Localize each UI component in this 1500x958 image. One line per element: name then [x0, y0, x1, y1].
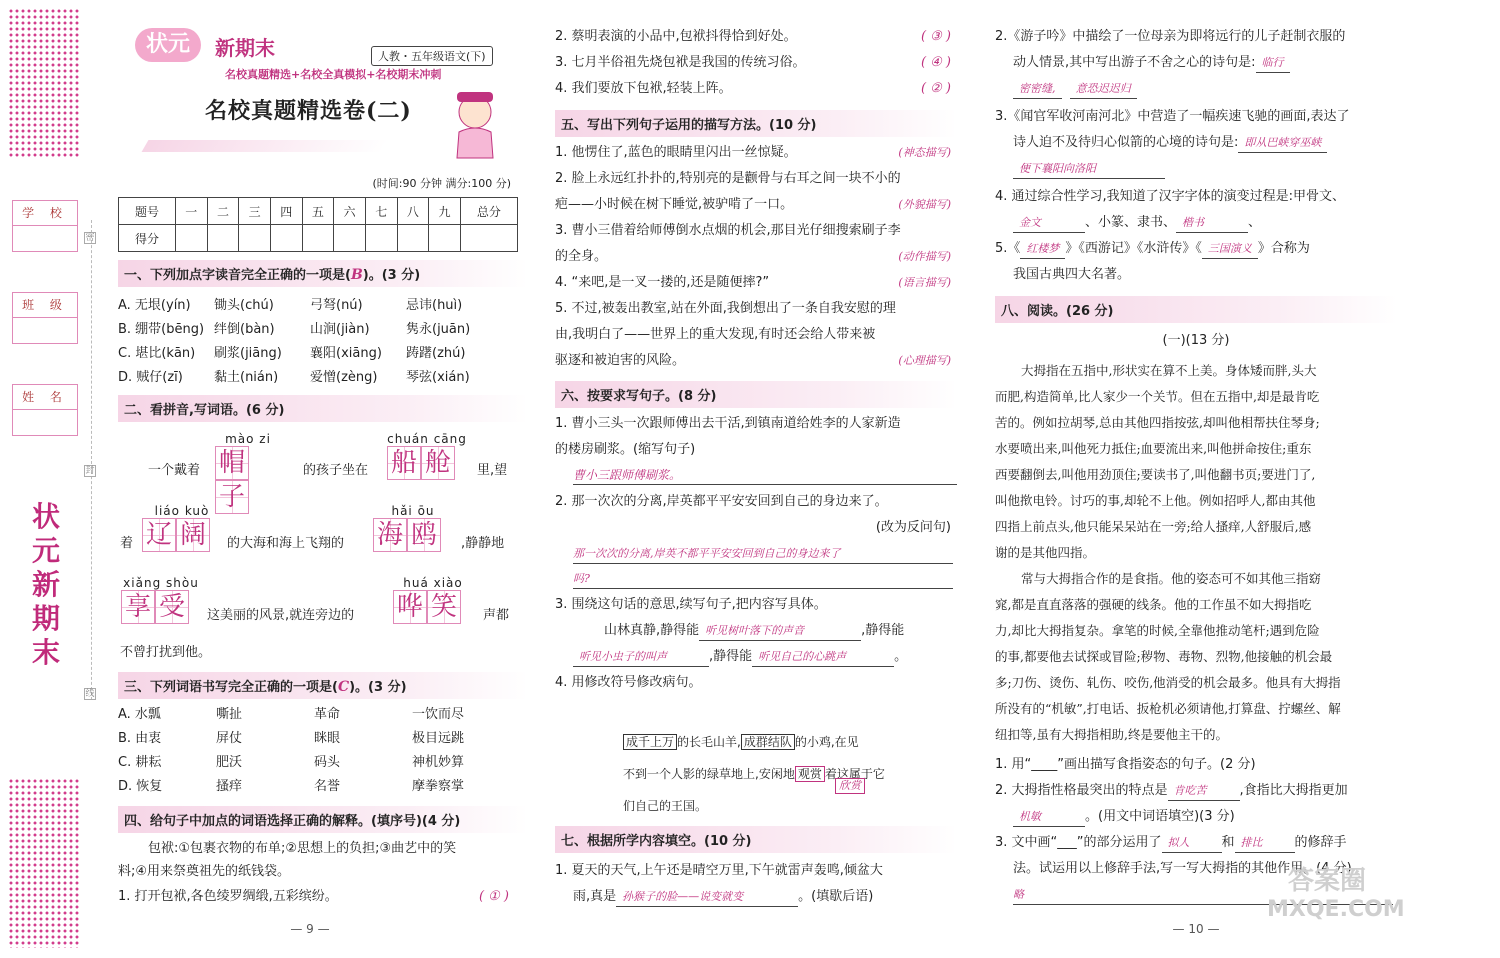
answer-blank[interactable]: 红楼梦: [1020, 240, 1065, 259]
option-cell: 黏土(nián): [214, 370, 279, 385]
score-cell: 二: [207, 198, 239, 225]
option-row[interactable]: [118, 318, 518, 342]
section-1-heading: [118, 260, 528, 287]
option-cell: D. 恢复: [118, 779, 163, 794]
char-box: 舱: [421, 446, 455, 480]
dot-pattern-top: [8, 8, 80, 158]
item-text: 4. “来吧,是一叉一搂的,还是随便摔?”: [555, 275, 770, 290]
fill-line: [995, 834, 1397, 853]
option-cell: 刷浆(jiāng): [214, 346, 282, 361]
pinyin: xiǎng shòu: [123, 576, 199, 590]
passage-line: 叫他揿电铃。讨巧的事,却轮不上他。例如招呼人,都由其他: [995, 493, 1316, 508]
option-cell: 神机妙算: [412, 755, 465, 770]
definition-line: 料;④用来祭奠祖先的纸钱袋。: [118, 864, 291, 879]
option-cell: 摩拳察掌: [412, 779, 465, 794]
question-item: [555, 248, 957, 266]
passage-line: 力,却比大拇指复杂。拿笔的时候,全靠他推动笔杆;遇到危险: [995, 623, 1320, 638]
marked-word[interactable]: 观赏: [795, 766, 825, 782]
option-cell: 搔痒: [216, 779, 243, 794]
text-line: 的大海和海上飞翔的: [227, 536, 345, 551]
school-field[interactable]: [12, 200, 78, 252]
binding-strip: [0, 0, 95, 958]
answer-blank[interactable]: 楷书: [1176, 214, 1248, 233]
option-cell: 绊倒(bàn): [214, 322, 275, 337]
section-1-answer: B: [350, 267, 363, 283]
answer-blank[interactable]: 孙猴子的脸——说变就变: [616, 888, 798, 907]
item-text: 2. 蔡明表演的小品中,包袱抖得恰到好处。: [555, 29, 797, 44]
text: 诗人迫不及待归心似箭的心境的诗句是:: [1013, 135, 1239, 150]
school-label: 学 校: [13, 201, 77, 226]
watermark-text: 答案圈: [1287, 866, 1366, 896]
score-input[interactable]: [175, 225, 207, 252]
passage-line: 所没有的“机敏”,打电话、扳枪机必须请他,打算盘、拧螺丝、解: [995, 701, 1341, 716]
answer-blank[interactable]: 三国演义: [1202, 240, 1258, 259]
option-cell: A. 无垠(yín): [118, 298, 191, 313]
fill-line: [1013, 80, 1397, 99]
score-input[interactable]: [365, 225, 397, 252]
option-cell: 琴弦(xián): [406, 370, 470, 385]
section-3-title: 三、下列词语书写完全正确的一项是(: [124, 680, 338, 695]
pinyin: liáo kuò: [154, 504, 210, 518]
passage-line: 而肥,构造简单,比人家少一个关节。但在五指中,却是最肯吃: [995, 389, 1320, 404]
reading-passage: [995, 358, 1395, 748]
title-swoosh: [142, 140, 389, 152]
answer-line[interactable]: 那一次次的分离,岸英不都平平安安回到自己的身边来了: [573, 545, 953, 564]
item-text: 的全身。: [555, 249, 608, 264]
vertical-brand: 状元 新期末: [31, 500, 60, 669]
option-cell: 弓弩(nú): [310, 298, 363, 313]
passage-line: 纽扣等,虽有大拇指相助,终是要他主干的。: [995, 727, 1228, 742]
text-line: 5. 不过,被轰出教室,站在外面,我倒想出了一条自我安慰的理: [555, 301, 896, 316]
score-cell: 题号: [119, 198, 176, 225]
option-cell: 爱憎(zèng): [310, 370, 378, 385]
score-cell: 七: [365, 198, 397, 225]
option-cell: 山涧(jiàn): [310, 322, 370, 337]
text-line: 不曾打扰到他。: [120, 645, 212, 660]
option-cell: 锄头(chú): [214, 298, 274, 313]
text-line: ,静静地: [461, 536, 505, 551]
score-cell: 一: [175, 198, 207, 225]
option-row[interactable]: [118, 703, 518, 727]
passage-line: 谢的是其他四指。: [995, 545, 1096, 560]
item-answer[interactable]: (心理描写): [898, 354, 951, 367]
correction-line: 们自己的王国。: [623, 799, 708, 813]
cartoon-scholar-icon: [445, 88, 505, 160]
passage-line: 大拇指在五指中,形状实在算不上美。身体矮而胖,头大: [1021, 363, 1317, 378]
section-6-heading: 六、按要求写句子。(8 分): [555, 381, 957, 408]
text: 2. 大拇指性格最突出的特点是: [995, 783, 1168, 798]
item-answer[interactable]: (外貌描写): [898, 198, 951, 211]
score-table-header-row: [119, 198, 518, 225]
section-1-title: 一、下列加点字读音完全正确的一项是(: [124, 268, 351, 283]
text-line: 2. 那一次次的分离,岸英都平平安安回到自己的身边来了。: [555, 494, 888, 509]
option-cell: 襄阳(xiāng): [310, 346, 382, 361]
answer-blank[interactable]: 意恐迟迟归: [1070, 80, 1137, 99]
option-cell: B. 绷带(bēng): [118, 322, 205, 337]
score-input[interactable]: [270, 225, 302, 252]
page-9-column-2: [555, 0, 957, 958]
text: 动人情景,其中写出游子不舍之心的诗句是:: [1013, 55, 1256, 70]
text: 3. 文中画“___”的部分运用了: [995, 835, 1162, 850]
char-box: 海: [373, 518, 407, 552]
fill-line: [1013, 134, 1397, 153]
text-line: 4. 通过综合性学习,我知道了汉字字体的演变过程是:甲骨文、: [995, 189, 1346, 204]
page-title: 名校真题精选卷(二): [205, 98, 412, 124]
item-text: 驱逐和被迫害的风险。: [555, 353, 686, 368]
text-line: 这美丽的风景,就连旁边的: [207, 608, 355, 623]
correction-line: [623, 758, 943, 790]
text: 着这属于它: [824, 767, 885, 781]
char-box: 笑: [427, 590, 461, 624]
text: 、: [1248, 215, 1262, 230]
brand-logo: 状元: [135, 28, 201, 62]
question-item: [555, 144, 957, 162]
fill-line: [1013, 54, 1397, 73]
option-cell: 踌躇(zhú): [406, 346, 466, 361]
text: 雨,真是: [573, 889, 617, 904]
answer-blank[interactable]: 肯吃苦: [1168, 782, 1240, 801]
fill-line: [573, 888, 957, 907]
fill-line: [1013, 214, 1397, 233]
item-text: 4. 我们要放下包袱,轻装上阵。: [555, 81, 732, 96]
text: 。(用文中词语填空)(3 分): [1085, 809, 1235, 824]
fill-line: [1013, 808, 1397, 827]
seal-mark: 密: [85, 233, 95, 243]
item-text: 疤——小时候在树下睡觉,被驴啃了一口。: [555, 197, 794, 212]
option-row[interactable]: [118, 342, 518, 366]
answer-blank[interactable]: 便下襄阳向洛阳: [1013, 160, 1165, 179]
char-box: 子: [215, 480, 249, 514]
answer-blank[interactable]: 听见自己的心跳声: [752, 648, 894, 667]
option-cell: 极目远跳: [412, 731, 465, 746]
question-item: [555, 28, 957, 46]
text-line: 我国古典四大名著。: [1013, 267, 1131, 282]
option-row[interactable]: [118, 775, 518, 799]
fill-line: [1013, 160, 1397, 179]
score-row-label: 得分: [119, 225, 176, 252]
text-line: 1. 用“____”画出描写食指姿态的句子。(2 分): [995, 757, 1256, 772]
pinyin: mào zi: [225, 432, 271, 446]
section-1-points: )。(3 分): [362, 268, 421, 283]
text-line: 4. 用修改符号修改病句。: [555, 675, 702, 690]
score-table-row: [119, 225, 518, 252]
name-field[interactable]: [12, 384, 78, 436]
passage-line: 多;刀伤、烫伤、轧伤、咬伤,他消受的机会最多。他具有大拇指: [995, 675, 1341, 690]
instruction: (改为反问句): [875, 520, 951, 535]
class-field[interactable]: [12, 292, 78, 344]
score-input[interactable]: [397, 225, 429, 252]
pinyin: hǎi ōu: [391, 504, 435, 518]
passage-line: 西要翻倒去,叫他用劲顶住;要读书了,叫他翻书页;要进门了,: [995, 467, 1316, 482]
class-label: 班 级: [13, 293, 77, 318]
item-answer[interactable]: ( ③ ): [920, 29, 951, 44]
section-8-heading: 八、阅读。(26 分): [995, 296, 1397, 323]
option-row[interactable]: [118, 366, 518, 390]
question-item: [555, 54, 957, 72]
option-cell: 隽永(juān): [406, 322, 471, 337]
option-cell: 肥沃: [216, 755, 243, 770]
text-line: 的孩子坐在: [303, 463, 369, 478]
score-table: [118, 197, 518, 252]
definition-line: 包袱:①包裹衣物的布单;②思想上的负担;③曲艺中的笑: [148, 841, 457, 856]
char-box: 哗: [393, 590, 427, 624]
page-number: — 10 —: [1172, 922, 1220, 936]
text: ,静得能: [861, 623, 905, 638]
edition-badge: 人教・五年级语文(下): [371, 46, 493, 66]
text-line: 1. 夏天的天气,上午还是晴空万里,下午就雷声轰鸣,倾盆大: [555, 863, 883, 878]
answer-blank[interactable]: 拟人: [1162, 834, 1222, 853]
text-line: 1. 曹小三头一次跟师傅出去干活,到镇南道给姓李的人家新造: [555, 416, 901, 431]
passage-subtitle: (一)(13 分): [1162, 333, 1230, 348]
score-input[interactable]: [302, 225, 334, 252]
sentence-correction: [623, 726, 943, 822]
text-line: 3. 围绕这句话的意思,续写句子,把内容写具体。: [555, 597, 827, 612]
passage-line: 的事,都要他去试探或冒险;秽物、毒物、烈物,他接触的机会最: [995, 649, 1333, 664]
item-answer[interactable]: (神态描写): [898, 146, 951, 159]
section-3-answer: C: [337, 679, 350, 695]
option-cell: 一饮而尽: [412, 707, 465, 722]
option-row[interactable]: [118, 751, 518, 775]
passage-line: 四指上前点头,他只能呆呆站在一旁;给人搔痒,人舒服后,感: [995, 519, 1312, 534]
passage-line: 窕,都是直直落落的强硬的线条。他的工作虽不如大拇指吃: [995, 597, 1312, 612]
text-line: 一个戴着: [148, 463, 201, 478]
watermark-url: MXQE.COM: [1267, 897, 1405, 922]
seal-mark: 封: [85, 466, 95, 476]
option-cell: 屏仗: [216, 731, 243, 746]
text-line: 着: [120, 536, 134, 551]
question-item: [555, 274, 957, 292]
char-box: 船: [387, 446, 421, 480]
item-answer[interactable]: (动作描写): [898, 250, 951, 263]
answer-blank[interactable]: 临行: [1256, 54, 1290, 73]
answer-blank[interactable]: 排比: [1235, 834, 1295, 853]
series-name: 新期末: [215, 36, 275, 60]
answer-blank[interactable]: 即从巴峡穿巫峡: [1238, 134, 1327, 153]
option-cell: B. 由衷: [118, 731, 162, 746]
text-line: 的楼房刷浆。(缩写句子): [555, 442, 696, 457]
question-item: [118, 888, 515, 906]
marked-phrase[interactable]: 成千上万: [623, 734, 677, 750]
section-7-heading: 七、根据所学内容填空。(10 分): [555, 826, 957, 853]
score-cell: 四: [270, 198, 302, 225]
answer-blank[interactable]: 听见树叶落下的声音: [699, 622, 861, 641]
score-input[interactable]: [207, 225, 239, 252]
question-item: [555, 196, 957, 214]
answer-line[interactable]: 略: [1013, 886, 1393, 905]
text: 的长毛山羊,: [677, 735, 741, 749]
option-cell: D. 贼仔(zī): [118, 370, 183, 385]
passage-line: 苦的。例如拉胡琴,总由其他四指按弦,却叫他相帮扶住琴身;: [995, 415, 1320, 430]
watermark: [1267, 860, 1405, 922]
score-input[interactable]: [460, 225, 517, 252]
text: 》合称为: [1257, 241, 1310, 256]
section-3-points: )。(3 分): [349, 680, 407, 695]
text-line: 法。试运用以上修辞手法,写一写大拇指的其他作用。(4 分): [1013, 861, 1352, 876]
answer-line[interactable]: 曹小三跟师傅刷浆。: [573, 466, 957, 485]
text: 山林真静,静得能: [604, 623, 700, 638]
passage-line: 水要喷出来,叫他死力抵住;血要流出来,叫他拼命按住;重东: [995, 441, 1312, 456]
correction-word[interactable]: 欣赏: [835, 778, 865, 794]
dot-pattern-bottom: [8, 778, 80, 948]
char-box: 受: [155, 590, 189, 624]
item-text: 3. 七月半俗祖先烧包袱是我国的传统习俗。: [555, 55, 806, 70]
text-line: 里,望: [477, 463, 508, 478]
page-9-column-1: [105, 0, 515, 958]
score-cell: 六: [334, 198, 366, 225]
section-3-heading: [118, 672, 528, 699]
option-cell: 码头: [314, 755, 341, 770]
text-line: 由,我明白了——世界上的重大发现,有时还会给人带来被: [555, 327, 876, 342]
score-input[interactable]: [239, 225, 271, 252]
passage-line: 常与大拇指合作的是食指。他的姿态可不如其他三指窈: [1021, 571, 1322, 586]
section-2-heading: 二、看拼音,写词语。(6 分): [118, 395, 528, 422]
time-score: (时间:90 分钟 满分:100 分): [372, 177, 511, 190]
answer-blank[interactable]: 听见小虫子的叫声: [573, 648, 709, 667]
option-cell: 革命: [314, 707, 341, 722]
text: 不到一个人影的绿草地上,安闲地: [623, 767, 795, 781]
option-cell: C. 耕耘: [118, 755, 162, 770]
answer-blank[interactable]: 金文: [1013, 214, 1085, 233]
option-cell: 忌讳(huì): [406, 298, 463, 313]
section-3-options: [118, 703, 518, 799]
text: 的小鸡,在见: [794, 735, 859, 749]
correction-line: [623, 726, 943, 758]
pinyin: huá xiào: [403, 576, 463, 590]
item-answer[interactable]: ( ① ): [478, 889, 509, 904]
answer-blank[interactable]: 密密缝,: [1013, 80, 1062, 99]
text-line: 2.《游子吟》中描绘了一位母亲为即将远行的儿子赶制衣服的: [995, 29, 1346, 44]
cut-line: [91, 220, 92, 700]
page-10-column: [995, 0, 1405, 958]
question-item: [555, 80, 957, 98]
text-line: 2. 脸上永远红扑扑的,特别亮的是颧骨与右耳之间一块不小的: [555, 171, 901, 186]
score-input[interactable]: [334, 225, 366, 252]
score-cell: 总分: [460, 198, 517, 225]
text: 。: [894, 649, 908, 664]
item-text: 1. 打开包袱,各色绫罗绸缎,五彩缤纷。: [118, 889, 338, 904]
option-row[interactable]: [118, 727, 518, 751]
name-label: 姓 名: [13, 385, 77, 410]
answer-line[interactable]: 吗?: [573, 570, 953, 589]
char-box: 鸥: [407, 518, 441, 552]
pinyin: chuán cāng: [387, 432, 467, 446]
seal-mark: 线: [85, 689, 95, 699]
text: ,静得能: [709, 649, 753, 664]
item-answer[interactable]: ( ④ ): [920, 55, 951, 70]
score-cell: 三: [239, 198, 271, 225]
text: 5.《: [995, 241, 1021, 256]
fill-line: [604, 622, 957, 641]
item-answer[interactable]: ( ② ): [920, 81, 951, 96]
item-answer[interactable]: (语言描写): [898, 276, 951, 289]
option-cell: C. 堪比(kān): [118, 346, 196, 361]
fill-line: [995, 240, 1397, 259]
fill-line: [995, 782, 1397, 801]
section-1-options: [118, 294, 518, 390]
score-input[interactable]: [429, 225, 461, 252]
text: 。(填歇后语): [798, 889, 874, 904]
text: 、小篆、隶书、: [1085, 215, 1177, 230]
section-5-heading: 五、写出下列句子运用的描写方法。(10 分): [555, 110, 957, 137]
option-cell: 名誉: [314, 779, 341, 794]
score-cell: 八: [397, 198, 429, 225]
text-line: 3.《闻官军收河南河北》中营造了一幅疾速飞驰的画面,表达了: [995, 109, 1350, 124]
page-number: — 9 —: [290, 922, 330, 936]
char-box: 帽: [215, 446, 249, 480]
pinyin-word-5[interactable]: [121, 576, 201, 624]
item-text: 1. 他愣住了,蓝色的眼睛里闪出一丝惊疑。: [555, 145, 797, 160]
option-cell: 嘶扯: [216, 707, 243, 722]
text-line: 3. 曹小三借着给师傅倒水点烟的机会,那目光仔细搜索刷子李: [555, 223, 901, 238]
text: 和: [1221, 835, 1235, 850]
score-cell: 五: [302, 198, 334, 225]
answer-blank[interactable]: 机敏: [1013, 808, 1085, 827]
text: ,食指比大拇指更加: [1239, 783, 1348, 798]
text-line: 声都: [483, 608, 510, 623]
marked-phrase[interactable]: 成群结队: [741, 734, 795, 750]
char-box: 享: [121, 590, 155, 624]
text: 的修辞手: [1294, 835, 1347, 850]
char-box: 辽: [142, 518, 176, 552]
char-box: 阔: [176, 518, 210, 552]
score-cell: 九: [429, 198, 461, 225]
fill-line: [573, 648, 957, 667]
tagline: 名校真题精选+名校全真模拟+名校期末冲刺: [225, 68, 442, 81]
section-4-heading: 四、给句子中加点的词语选择正确的解释。(填序号)(4 分): [118, 806, 528, 833]
question-item: [555, 352, 957, 370]
option-row[interactable]: [118, 294, 518, 318]
option-cell: A. 水瓢: [118, 707, 161, 722]
option-cell: 眯眼: [314, 731, 341, 746]
text: 》《西游记》《水浒传》《: [1065, 241, 1202, 256]
